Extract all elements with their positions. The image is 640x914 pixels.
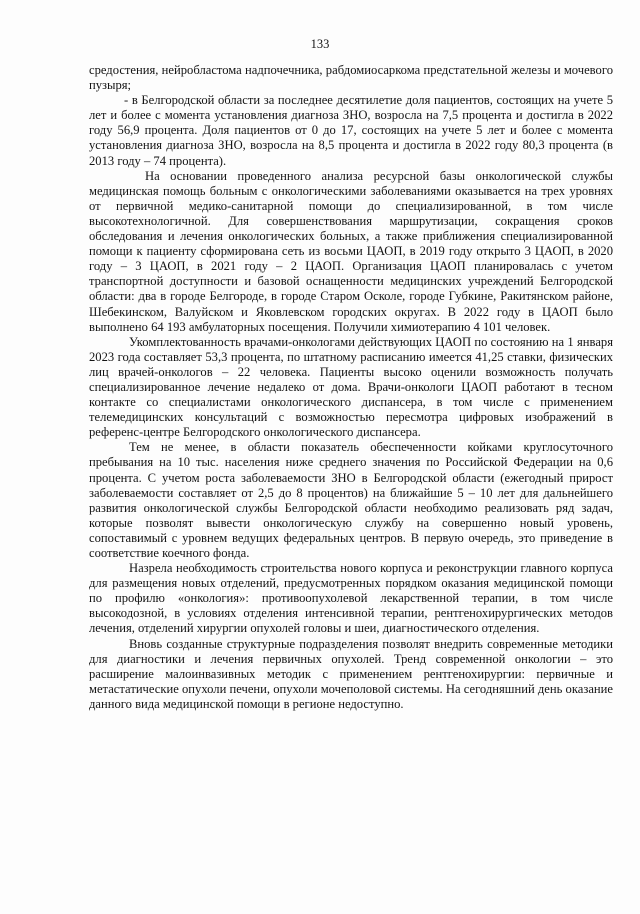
paragraph-6: Назрела необходимость строительства нового корпуса и реконструкции главного корпуса для размещения новых отделений, предусмотренных порядком оказания медицинской помощи по профилю «онкология»: противоопухолевой лекарственной терапии, в том числе высокодозной, в условиях отделения интенсивной терапии, рентгенохирургических методов лечения, отделений хирургии опухолей головы и шеи, диагностического отделения. bbox=[89, 561, 613, 636]
page-number: 133 bbox=[310, 37, 330, 51]
paragraph-2: - в Белгородской области за последнее десятилетие доля пациентов, состоящих на учете 5 лет и более с момента установления диагноза ЗНО, возросла на 7,5 процента и достигла в 2022 году 56,9 процента. Доля пациентов от 0 до 17, состоящих на учете 5 лет и более с момента установления диагноза ЗНО, возросла на 8,5 процента и достигла в 2022 году 80,3 процента (в 2013 году – 74 процента). bbox=[89, 93, 613, 168]
paragraph-3: На основании проведенного анализа ресурсной базы онкологической службы медицинская помощь больным с онкологическими заболеваниями оказывается на трех уровнях от первичной медико-санитарной помощи до специализированной, в том числе высокотехнологичной. Для совершенствования маршрутизации, сокращения сроков обследования и лечения онкологических больных, а также приближения специализированной помощи к пациенту сформирована сеть из восьми ЦАОП, в 2019 году открыто 3 ЦАОП, в 2020 году – 3 ЦАОП, в 2021 году – 2 ЦАОП. Организация ЦАОП планировалась с учетом транспортной доступности и базовой оснащенности медицинских учреждений Белгородской области: два в городе Белгороде, в городе Старом Осколе, городе Губкине, Ракитянском районе, Шебекинском, Валуйском и Яковлевском городских округах. В 2022 году в ЦАОП было выполнено 64 193 амбулаторных посещения. Получили химиотерапию 4 101 человек. bbox=[89, 168, 613, 334]
paragraph-5: Тем не менее, в области показатель обеспеченности койками круглосуточного пребывания на 10 тыс. населения ниже среднего значения по Российской Федерации на 0,6 процента. С учетом роста заболеваемости ЗНО в Белгородской области (ежегодный прирост заболеваемости составляет от 2,5 до 8 процентов) на ближайшие 5 – 10 лет для дальнейшего развития онкологической службы Белгородской области необходимо реализовать ряд задач, которые позволят вывести онкологическую службу на совершенно новый уровень, сопоставимый с уровнем ведущих федеральных центров. В первую очередь, это приведение в соответствие коечного фонда. bbox=[89, 440, 613, 560]
paragraph-4: Укомплектованность врачами-онкологами действующих ЦАОП по состоянию на 1 января 2023 года составляет 53,3 процента, по штатному расписанию имеется 41,25 ставки, физических лиц врачей-онкологов – 22 человека. Пациенты высоко оценили возможность получать специализированное лечение недалеко от дома. Врачи-онкологи ЦАОП работают в тесном контакте со специалистами онкологического диспансера, в том числе с применением телемедицинских консультаций с возможностью пересмотра цифровых изображений в референс-центре Белгородского онкологического диспансера. bbox=[89, 334, 613, 440]
paragraph-1: средостения, нейробластома надпочечника, рабдомиосаркома предстательной железы и мочевого пузыря; bbox=[89, 63, 613, 93]
body-text bbox=[89, 63, 613, 712]
paragraph-7: Вновь созданные структурные подразделения позволят внедрить современные методики для диагностики и лечения первичных опухолей. Тренд современной онкологии – это расширение малоинвазивных методик с применением рентгенохирургии: первичные и метастатические опухоли печени, опухоли мочеполовой системы. На сегодняшний день оказание данного вида медицинской помощи в регионе недоступно. bbox=[89, 636, 613, 711]
